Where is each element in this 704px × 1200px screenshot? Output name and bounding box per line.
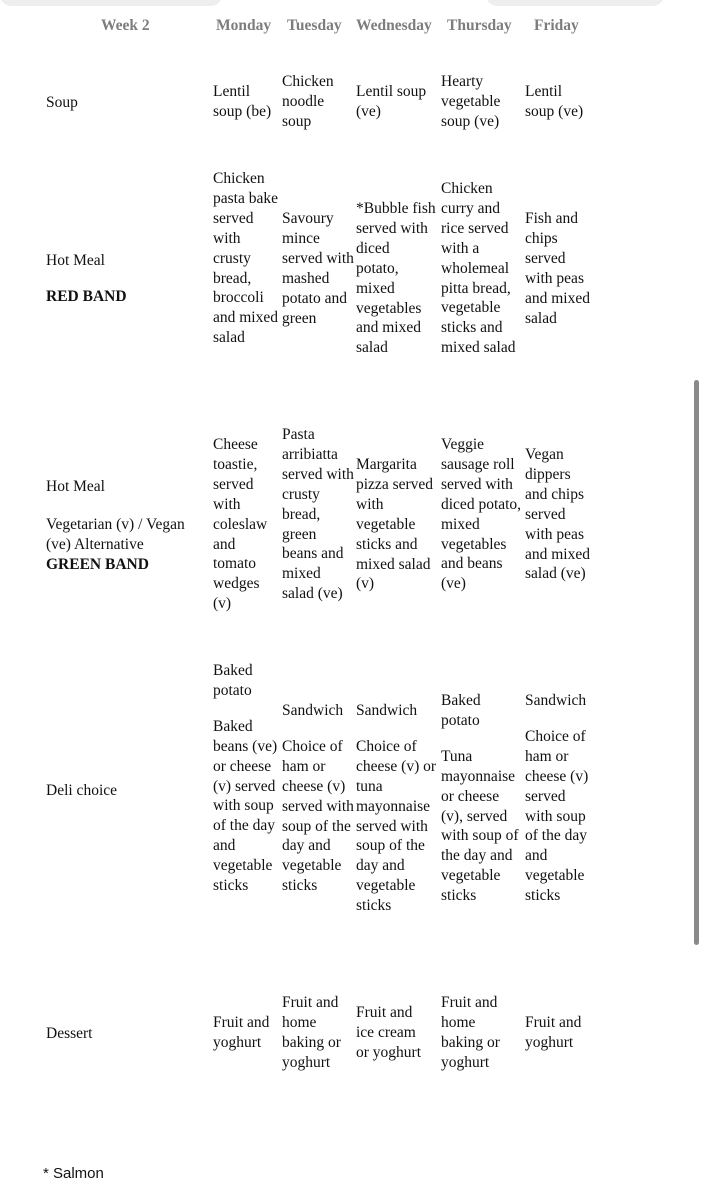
row-title: Deli choice — [46, 782, 118, 799]
cell-hot-green-tuesday: Pasta arribiatta served with crusty bread, green beans and mixed salad (ve) — [282, 426, 354, 603]
deli-title: Sandwich — [282, 702, 344, 719]
deli-title: Baked potato — [441, 692, 481, 729]
row-label-soup — [46, 93, 206, 113]
cell-deli-thursday — [441, 691, 523, 906]
cell-hot-red-friday: Fish and chips served with peas and mixed salad — [525, 210, 590, 327]
footnote: * Salmon — [43, 1165, 104, 1182]
cell-soup-monday: Lentil soup (be) — [213, 83, 272, 120]
day-header-thursday: Thursday — [447, 17, 512, 34]
cell-deli-tuesday — [282, 701, 354, 896]
cell-soup-wednesday: Lentil soup (ve) — [356, 83, 427, 120]
row-label-deli — [46, 781, 206, 801]
deli-title: Sandwich — [525, 692, 587, 709]
deli-description: Choice of cheese (v) or tuna mayonnaise served with soup of the day and vegetable sticks — [356, 737, 437, 915]
cell-dessert-tuesday: Fruit and home baking or yoghurt — [282, 994, 341, 1071]
day-header-wednesday: Wednesday — [356, 17, 432, 34]
cell-hot-green-friday: Vegan dippers and chips served with peas and mixed salad (ve) — [525, 446, 590, 583]
red-band-label: RED BAND — [46, 287, 127, 305]
row-label-hot-meal-red — [46, 251, 206, 307]
vegetarian-note: Vegetarian (v) / Vegan (ve) Alternative — [46, 515, 185, 553]
row-label-hot-meal-green — [46, 477, 206, 575]
top-decoration-right — [486, 0, 664, 6]
cell-soup-tuesday: Chicken noodle soup — [282, 73, 334, 130]
cell-hot-red-thursday: Chicken curry and rice served with a wholemeal pitta bread, vegetable sticks and mixed salad — [441, 180, 516, 357]
cell-deli-friday — [525, 691, 595, 906]
cell-hot-green-monday: Cheese toastie, served with coleslaw and tomato wedges (v) — [213, 436, 268, 613]
cell-soup-friday: Lentil soup (ve) — [525, 83, 584, 120]
cell-hot-green-thursday: Veggie sausage roll served with diced potato, mixed vegetables and beans (ve) — [441, 436, 522, 593]
row-title: Hot Meal — [46, 478, 105, 495]
deli-description: Choice of ham or cheese (v) served with soup of the day and vegetable sticks — [525, 727, 589, 905]
week-header: Week 2 — [101, 17, 150, 34]
row-title: Hot Meal — [46, 252, 105, 269]
green-band-label: GREEN BAND — [46, 555, 149, 573]
day-header-monday: Monday — [216, 17, 272, 34]
deli-description: Tuna mayonnaise or cheese (v), served with soup of the day and vegetable sticks — [441, 747, 519, 905]
row-title: Dessert — [46, 1025, 93, 1042]
cell-deli-monday — [213, 661, 281, 896]
cell-hot-red-wednesday: *Bubble fish served with diced potato, mixed vegetables and mixed salad — [356, 200, 436, 357]
vertical-scrollbar[interactable] — [694, 380, 699, 945]
cell-dessert-friday: Fruit and yoghurt — [525, 1014, 582, 1051]
row-label-dessert — [46, 1024, 206, 1044]
row-title: Soup — [46, 94, 78, 111]
day-header-tuesday: Tuesday — [287, 17, 342, 34]
deli-title: Sandwich — [356, 702, 418, 719]
cell-hot-green-wednesday: Margarita pizza served with vegetable sticks and mixed salad (v) — [356, 456, 434, 593]
cell-soup-thursday: Hearty vegetable soup (ve) — [441, 73, 501, 130]
cell-dessert-thursday: Fruit and home baking or yoghurt — [441, 994, 500, 1071]
cell-deli-wednesday — [356, 701, 438, 916]
deli-description: Choice of ham or cheese (v) served with soup of the day and vegetable sticks — [282, 737, 354, 895]
cell-hot-red-monday: Chicken pasta bake served with crusty bread, broccoli and mixed salad — [213, 170, 278, 347]
cell-dessert-wednesday: Fruit and ice cream or yoghurt — [356, 1004, 422, 1061]
top-decoration-left — [0, 0, 222, 6]
deli-description: Baked beans (ve) or cheese (v) served with soup of the day and vegetable sticks — [213, 717, 278, 895]
deli-title: Baked potato — [213, 662, 253, 699]
day-header-friday: Friday — [534, 17, 579, 34]
cell-hot-red-tuesday: Savoury mince served with mashed potato and green — [282, 210, 354, 327]
cell-dessert-monday: Fruit and yoghurt — [213, 1014, 270, 1051]
